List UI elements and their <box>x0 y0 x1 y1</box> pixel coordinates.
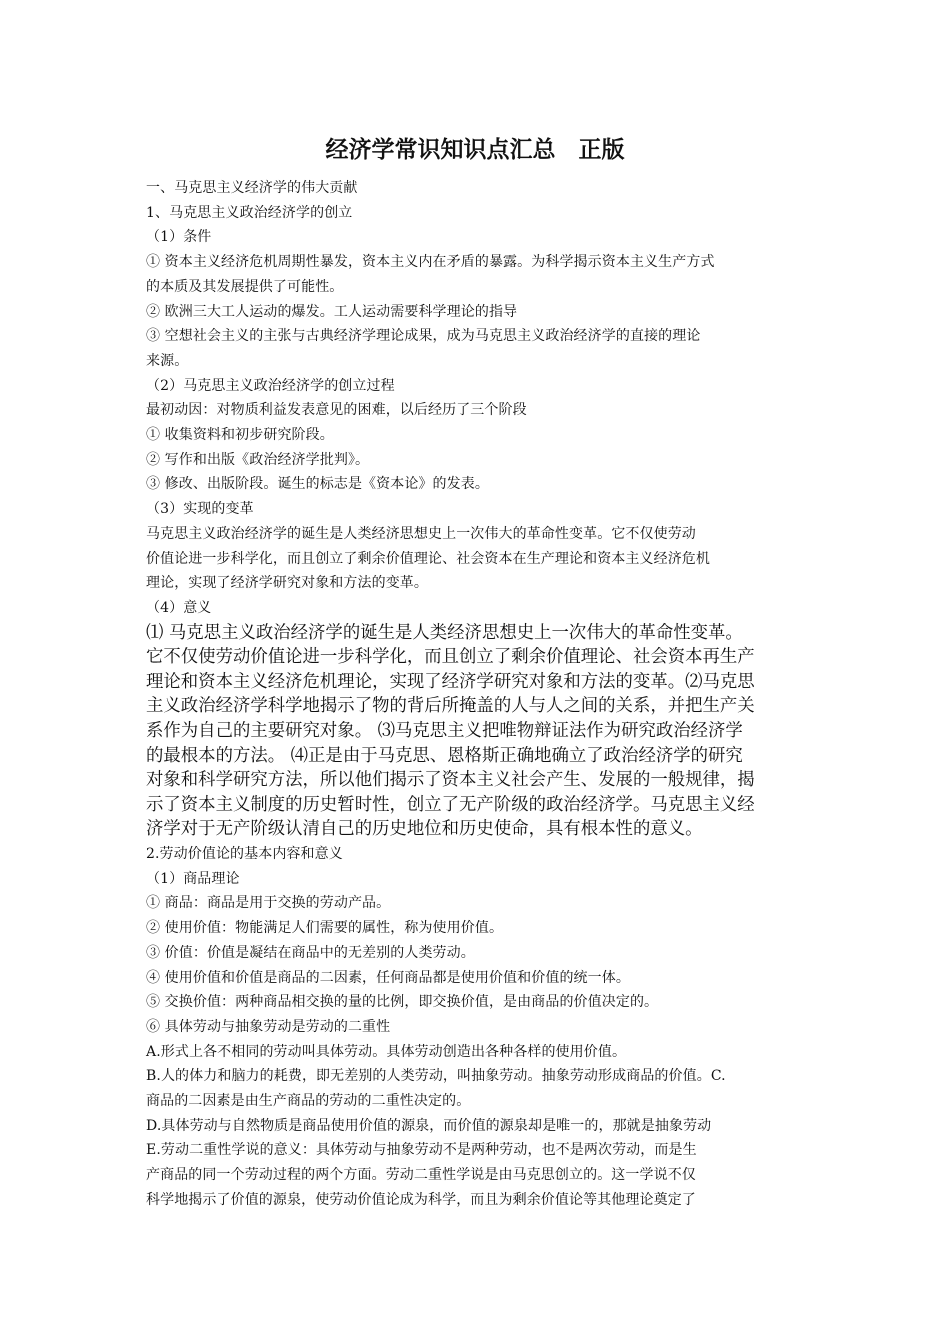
text-line: 科学地揭示了价值的源泉，使劳动价值论成为科学，而且为剩余价值论等其他理论奠定了 <box>146 1191 696 1208</box>
text-line: 理论，实现了经济学研究对象和方法的变革。 <box>146 575 428 592</box>
text-line: A.形式上各不相同的劳动叫具体劳动。具体劳动创造出各种各样的使用价值。 <box>146 1043 627 1060</box>
text-line: （1）商品理论 <box>146 870 240 887</box>
text-line: ① 商品：商品是用于交换的劳动产品。 <box>146 895 391 912</box>
text-line: 1、马克思主义政治经济学的创立 <box>146 204 353 221</box>
text-line: ③ 修改、出版阶段。诞生的标志是《资本论》的发表。 <box>146 476 489 493</box>
text-line: ③ 空想社会主义的主张与古典经济学理论成果，成为马克思主义政治经济学的直接的理论 <box>146 328 701 345</box>
text-line: 马克思主义政治经济学的诞生是人类经济思想史上一次伟大的革命性变革。它不仅使劳动 <box>146 525 696 542</box>
text-line: （3）实现的变革 <box>146 501 254 518</box>
significance-line: 主义政治经济学科学地揭示了物的背后所掩盖的人与人之间的关系，并把生产关 <box>146 696 755 717</box>
document-body <box>146 176 810 1213</box>
text-line: D.具体劳动与自然物质是商品使用价值的源泉，而价值的源泉却是唯一的，那就是抽象劳动 <box>146 1117 712 1134</box>
text-line: 2.劳动价值论的基本内容和意义 <box>146 846 343 862</box>
significance-line: 对象和科学研究方法，所以他们揭示了资本主义社会产生、发展的一般规律，揭 <box>146 770 755 791</box>
text-line: ① 收集资料和初步研究阶段。 <box>146 427 334 444</box>
text-line: （1）条件 <box>146 229 212 246</box>
text-line: 产商品的同一个劳动过程的两个方面。劳动二重性学说是由马克思创立的。这一学说不仅 <box>146 1167 696 1184</box>
text-line: ② 写作和出版《政治经济学批判》。 <box>146 451 370 468</box>
text-line: ⑥ 具体劳动与抽象劳动是劳动的二重性 <box>146 1018 391 1035</box>
document-title: 经济学常识知识点汇总 正版 <box>325 136 625 163</box>
text-line: ④ 使用价值和价值是商品的二因素，任何商品都是使用价值和价值的统一体。 <box>146 969 630 986</box>
text-line: ② 欧洲三大工人运动的爆发。工人运动需要科学理论的指导 <box>146 303 518 320</box>
text-line: 来源。 <box>146 352 189 369</box>
text-line: 最初动因：对物质利益发表意见的困难，以后经历了三个阶段 <box>146 402 527 419</box>
text-line: （4）意义 <box>146 599 212 616</box>
text-line: （2）马克思主义政治经济学的创立过程 <box>146 377 395 394</box>
text-line: ③ 价值：价值是凝结在商品中的无差别的人类劳动。 <box>146 944 475 961</box>
significance-line: ⑴ 马克思主义政治经济学的诞生是人类经济思想史上一次伟大的革命性变革。 <box>146 622 743 643</box>
significance-line: 理论和资本主义经济危机理论，实现了经济学研究对象和方法的变革。⑵马克思 <box>146 671 755 692</box>
text-line: B.人的体力和脑力的耗费，即无差别的人类劳动，叫抽象劳动。抽象劳动形成商品的价值。C. <box>146 1068 726 1085</box>
text-line: 商品的二因素是由生产商品的劳动的二重性决定的。 <box>146 1093 471 1110</box>
text-line: 价值论进一步科学化，而且创立了剩余价值理论、社会资本在生产理论和资本主义经济危机 <box>146 550 710 567</box>
section-marxist-economics <box>146 176 810 621</box>
significance-line: 的最根本的方法。 ⑷正是由于马克思、恩格斯正确地确立了政治经济学的研究 <box>146 745 743 766</box>
text-line: 的本质及其发展提供了可能性。 <box>146 278 344 295</box>
significance-line: 济学对于无产阶级认清自己的历史地位和历史使命，具有根本性的意义。 <box>146 819 703 840</box>
text-line: E.劳动二重性学说的意义：具体劳动与抽象劳动不是两种劳动，也不是两次劳动，而是生 <box>146 1142 697 1159</box>
text-line: 一、马克思主义经济学的伟大贡献 <box>146 180 358 196</box>
significance-paragraph <box>146 621 810 842</box>
significance-line: 系作为自己的主要研究对象。 ⑶马克思主义把唯物辩证法作为研究政治经济学 <box>146 721 743 742</box>
significance-line: 示了资本主义制度的历史暂时性，创立了无产阶级的政治经济学。马克思主义经 <box>146 794 755 815</box>
section-labor-value-theory <box>146 842 810 1213</box>
significance-line: 它不仅使劳动价值论进一步科学化，而且创立了剩余价值理论、社会资本再生产 <box>146 647 755 668</box>
text-line: ① 资本主义经济危机周期性暴发，资本主义内在矛盾的暴露。为科学揭示资本主义生产方式 <box>146 254 715 271</box>
text-line: ② 使用价值：物能满足人们需要的属性，称为使用价值。 <box>146 920 504 937</box>
text-line: ⑤ 交换价值：两种商品相交换的量的比例，即交换价值，是由商品的价值决定的。 <box>146 994 659 1011</box>
